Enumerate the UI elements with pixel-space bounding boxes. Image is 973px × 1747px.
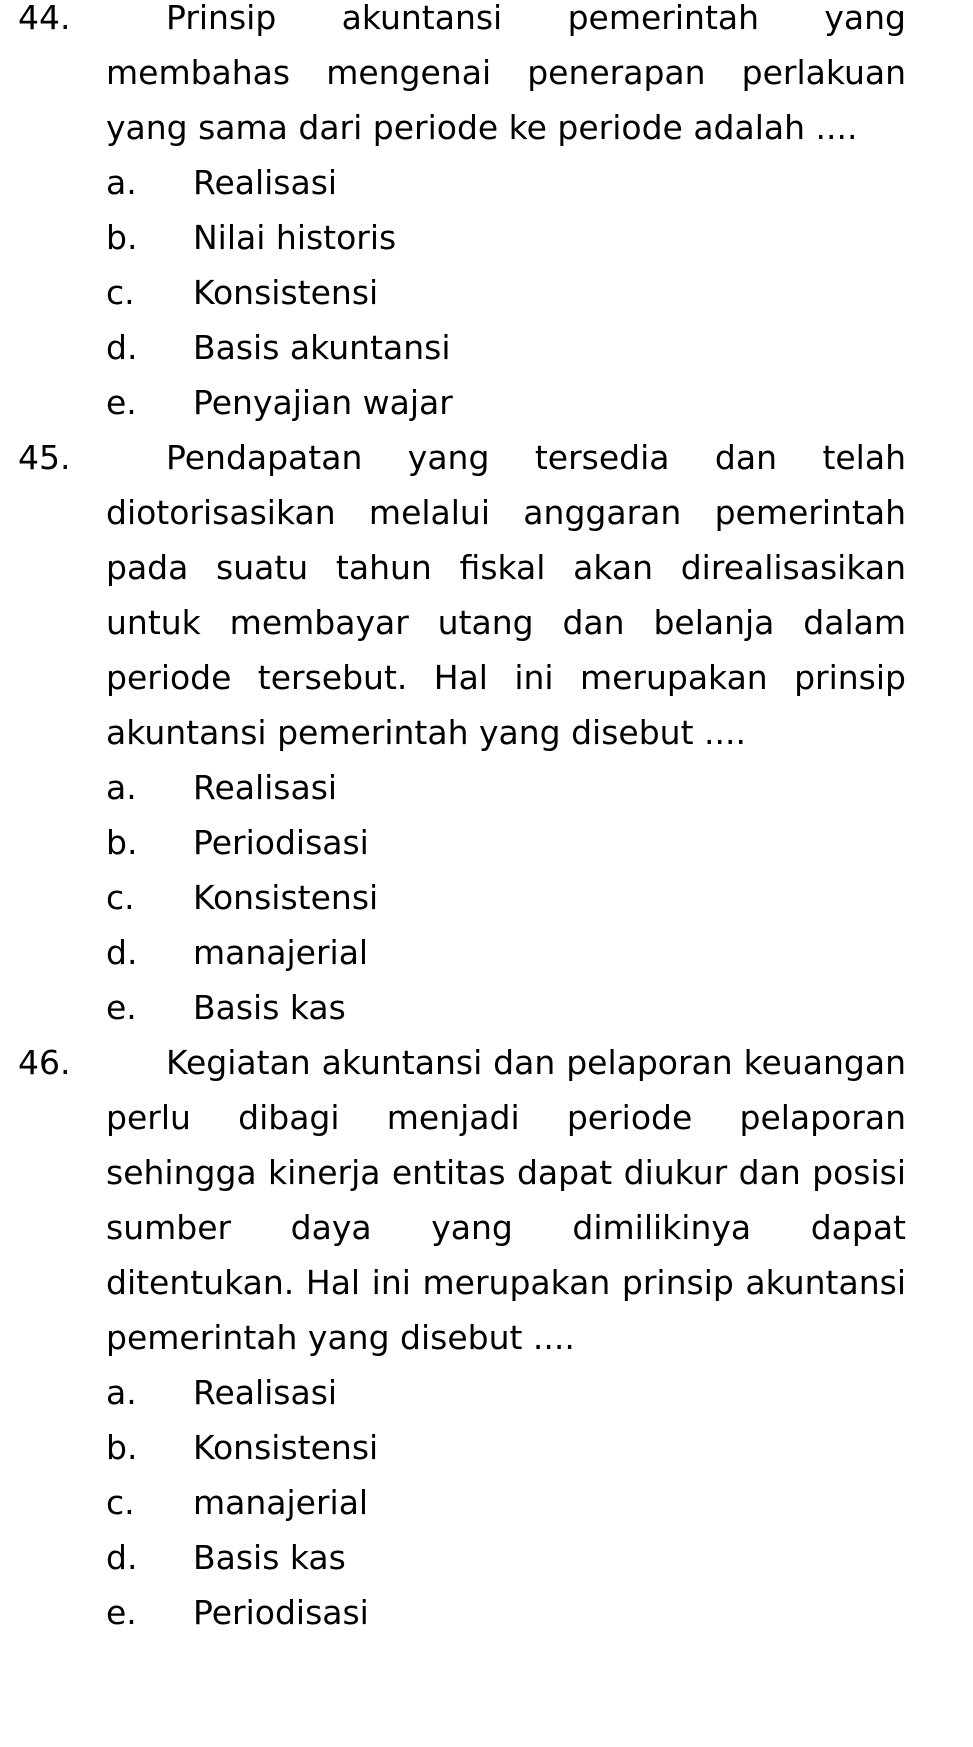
option-letter: b.	[106, 823, 138, 862]
option-text: Realisasi	[193, 163, 338, 202]
question-number: 46.	[18, 1043, 71, 1082]
question-45	[0, 430, 973, 1035]
option-text: Basis akuntansi	[193, 328, 451, 367]
option-a	[0, 1365, 973, 1420]
question-46	[0, 1035, 973, 1640]
option-c	[0, 265, 973, 320]
option-text: Konsistensi	[193, 1428, 379, 1467]
option-letter: d.	[106, 1538, 138, 1577]
option-text: Nilai historis	[193, 218, 397, 257]
option-e	[0, 375, 973, 430]
option-a	[0, 760, 973, 815]
option-letter: b.	[106, 218, 138, 257]
option-list	[0, 760, 973, 1035]
option-letter: a.	[106, 768, 137, 807]
option-e	[0, 980, 973, 1035]
option-letter: d.	[106, 933, 138, 972]
option-text: Periodisasi	[193, 1593, 369, 1632]
option-b	[0, 815, 973, 870]
option-letter: e.	[106, 988, 137, 1027]
option-b	[0, 1420, 973, 1475]
option-text: manajerial	[193, 933, 369, 972]
option-text: Realisasi	[193, 768, 338, 807]
option-letter: c.	[106, 878, 135, 917]
option-text: Konsistensi	[193, 878, 379, 917]
option-letter: a.	[106, 1373, 137, 1412]
option-d	[0, 925, 973, 980]
option-c	[0, 870, 973, 925]
option-list	[0, 1365, 973, 1640]
option-letter: a.	[106, 163, 137, 202]
option-letter: c.	[106, 273, 135, 312]
question-text: Pendapatan yang tersedia dan telah diotorisasikan melalui anggaran pemerintah pada suatu tahun fiskal akan direalisasikan untuk membayar utang dan belanja dalam periode tersebut. Hal ini merupakan prinsip akuntansi pemerintah yang disebut ....	[106, 438, 906, 752]
option-d	[0, 320, 973, 375]
option-text: Basis kas	[193, 988, 346, 1027]
question-44	[0, 0, 973, 430]
option-text: Konsistensi	[193, 273, 379, 312]
option-text: Basis kas	[193, 1538, 346, 1577]
option-list	[0, 155, 973, 430]
option-text: Periodisasi	[193, 823, 369, 862]
option-letter: d.	[106, 328, 138, 367]
question-number: 45.	[18, 438, 71, 477]
option-a	[0, 155, 973, 210]
question-text: Prinsip akuntansi pemerintah yang membahas mengenai penerapan perlakuan yang sama dari periode ke periode adalah ....	[106, 0, 906, 147]
option-e	[0, 1585, 973, 1640]
option-text: Realisasi	[193, 1373, 338, 1412]
option-text: manajerial	[193, 1483, 369, 1522]
question-number: 44.	[18, 0, 71, 37]
option-c	[0, 1475, 973, 1530]
question-text: Kegiatan akuntansi dan pelaporan keuangan perlu dibagi menjadi periode pelaporan sehingga kinerja entitas dapat diukur dan posisi sumber daya yang dimilikinya dapat ditentukan. Hal ini merupakan prinsip akuntansi pemerintah yang disebut ....	[106, 1043, 906, 1357]
option-letter: e.	[106, 383, 137, 422]
option-letter: b.	[106, 1428, 138, 1467]
option-d	[0, 1530, 973, 1585]
option-text: Penyajian wajar	[193, 383, 453, 422]
option-letter: e.	[106, 1593, 137, 1632]
option-letter: c.	[106, 1483, 135, 1522]
option-b	[0, 210, 973, 265]
